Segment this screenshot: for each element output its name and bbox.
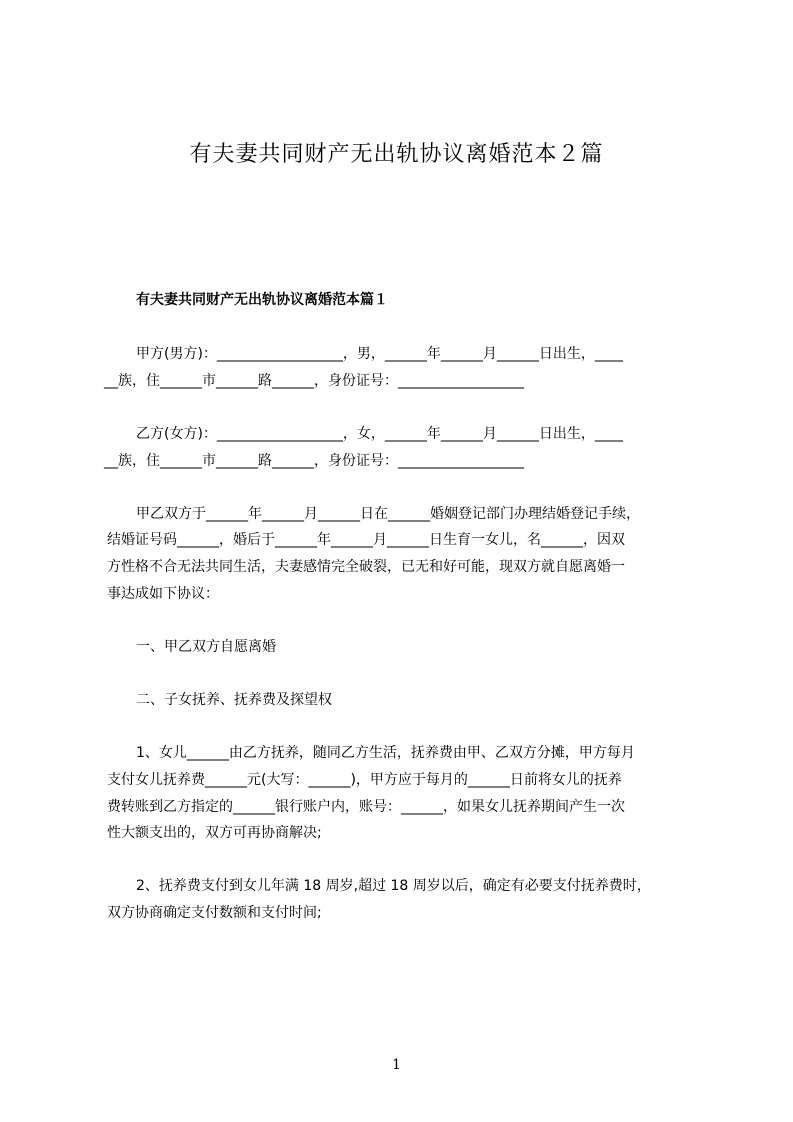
party-b-line-2: __族，住______市______路______，身份证号：__________________ bbox=[104, 453, 524, 469]
party-b-line-1: 乙方(女方)：__________________，女，______年______月______日出生，____ bbox=[136, 426, 623, 442]
party-a-line-1: 甲方(男方)：__________________，男，______年______月______日出生，____ bbox=[136, 346, 623, 362]
item-2-line-1: 2、抚养费支付到女儿年满 18 周岁,超过 18 周岁以后，确定有必要支付抚养费时， bbox=[136, 878, 651, 894]
item-1-line-4: 性大额支出的，双方可再协商解决; bbox=[107, 825, 322, 841]
page-number: 1 bbox=[392, 1057, 401, 1073]
party-a-line-2: __族，住______市______路______，身份证号：__________________ bbox=[104, 373, 524, 389]
section-title: 有夫妻共同财产无出轨协议离婚范本篇１ bbox=[136, 292, 388, 308]
item-2-line-2: 双方协商确定支付数额和支付时间; bbox=[107, 905, 322, 921]
clause-2-heading: 二、子女抚养、抚养费及探望权 bbox=[136, 692, 332, 708]
document-title: 有夫妻共同财产无出轨协议离婚范本２篇 bbox=[189, 142, 604, 167]
item-1-line-2: 支付女儿抚养费______元(大写：______)，甲方应于每月的______日前将女儿的抚养 bbox=[107, 772, 622, 788]
clause-1-heading: 一、甲乙双方自愿离婚 bbox=[136, 639, 276, 655]
intro-line-4: 事达成如下协议： bbox=[107, 586, 219, 602]
item-1-line-1: 1、女儿______由乙方抚养，随同乙方生活，抚养费由甲、乙双方分摊，甲方每月 bbox=[136, 745, 635, 761]
item-1-line-3: 费转账到乙方指定的______银行账户内，账号：______，如果女儿抚养期间产生一次 bbox=[107, 799, 625, 815]
intro-line-2: 结婚证号码______，婚后于______年______月______日生育一女儿，名______，因双 bbox=[107, 532, 625, 548]
intro-line-1: 甲乙双方于______年______月______日在______婚姻登记部门办理结婚登记手续， bbox=[136, 506, 640, 522]
intro-line-3: 方性格不合无法共同生活，夫妻感情完全破裂，已无和好可能，现双方就自愿离婚一 bbox=[107, 559, 625, 575]
